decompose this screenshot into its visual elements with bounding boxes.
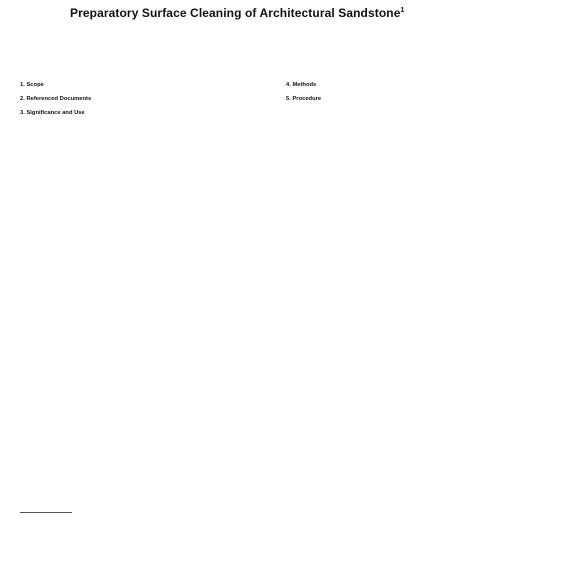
section bbox=[20, 82, 238, 88]
section-title: 4. Methods bbox=[286, 82, 317, 88]
section bbox=[286, 82, 504, 88]
section-title: 1. Scope bbox=[20, 82, 44, 88]
section bbox=[286, 96, 504, 102]
footnote-divider bbox=[20, 512, 72, 513]
section bbox=[20, 96, 238, 102]
section-title: 2. Referenced Documents bbox=[20, 96, 92, 103]
title-footnote-mark: 1 bbox=[400, 7, 405, 14]
left-column bbox=[20, 82, 238, 124]
section bbox=[20, 110, 238, 116]
section-title: 5. Procedure bbox=[286, 96, 322, 103]
document-title-text: Preparatory Surface Cleaning of Architectural Sandstone bbox=[70, 6, 401, 20]
document-title bbox=[70, 6, 510, 20]
section-title: 3. Significance and Use bbox=[20, 110, 85, 117]
right-column bbox=[286, 82, 504, 110]
